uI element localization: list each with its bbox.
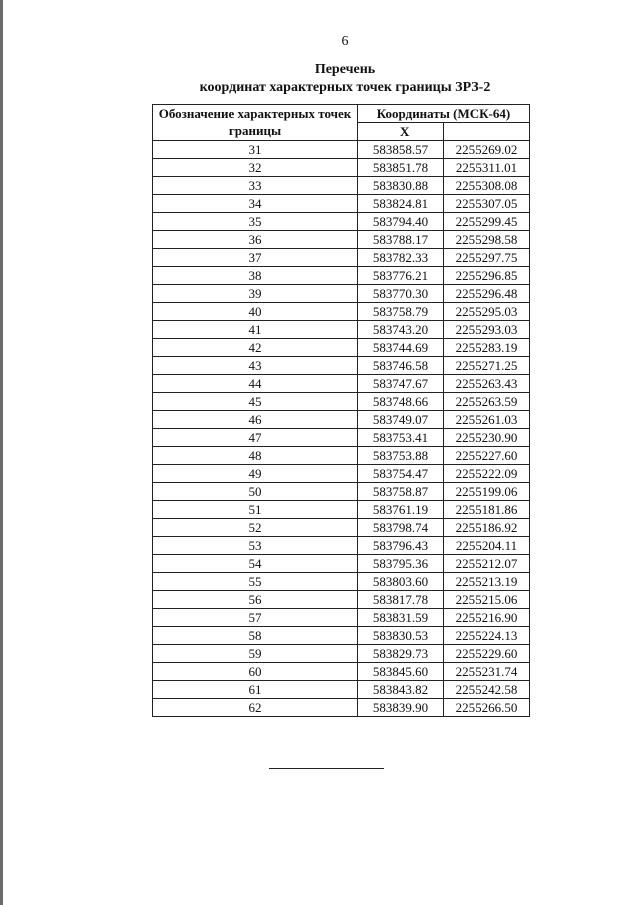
header-coordinates: Координаты (МСК-64) [358,105,530,123]
x-coordinate-cell: 583831.59 [358,609,444,627]
x-coordinate-cell: 583830.53 [358,627,444,645]
x-coordinate-cell: 583803.60 [358,573,444,591]
x-coordinate-cell: 583758.87 [358,483,444,501]
y-coordinate-cell: 2255224.13 [444,627,530,645]
x-coordinate-cell: 583761.19 [358,501,444,519]
point-number-cell: 44 [153,375,358,393]
point-number-cell: 39 [153,285,358,303]
table-row [153,195,530,213]
y-coordinate-cell: 2255229.60 [444,645,530,663]
point-number-cell: 41 [153,321,358,339]
y-coordinate-cell: 2255297.75 [444,249,530,267]
table-row [153,483,530,501]
x-coordinate-cell: 583788.17 [358,231,444,249]
y-coordinate-cell: 2255269.02 [444,141,530,159]
y-coordinate-cell: 2255266.50 [444,699,530,717]
y-coordinate-cell: 2255307.05 [444,195,530,213]
x-coordinate-cell: 583770.30 [358,285,444,303]
point-number-cell: 37 [153,249,358,267]
table-row [153,465,530,483]
table-row [153,501,530,519]
x-coordinate-cell: 583749.07 [358,411,444,429]
x-coordinate-cell: 583817.78 [358,591,444,609]
header-point-designation: Обозначение характерных точек границы [153,105,358,141]
y-coordinate-cell: 2255295.03 [444,303,530,321]
x-coordinate-cell: 583753.88 [358,447,444,465]
table-body [153,141,530,717]
x-coordinate-cell: 583794.40 [358,213,444,231]
table-row [153,609,530,627]
point-number-cell: 48 [153,447,358,465]
y-coordinate-cell: 2255308.08 [444,177,530,195]
point-number-cell: 31 [153,141,358,159]
y-coordinate-cell: 2255283.19 [444,339,530,357]
y-coordinate-cell: 2255263.43 [444,375,530,393]
x-coordinate-cell: 583782.33 [358,249,444,267]
point-number-cell: 40 [153,303,358,321]
point-number-cell: 56 [153,591,358,609]
x-coordinate-cell: 583744.69 [358,339,444,357]
point-number-cell: 35 [153,213,358,231]
x-coordinate-cell: 583743.20 [358,321,444,339]
document-subtitle: координат характерных точек границы ЗРЗ-2 [199,80,491,95]
y-coordinate-cell: 2255230.90 [444,429,530,447]
header-y [444,123,530,141]
table-row [153,141,530,159]
page-edge-shadow [0,0,3,905]
table-row [153,537,530,555]
y-coordinate-cell: 2255199.06 [444,483,530,501]
point-number-cell: 55 [153,573,358,591]
point-number-cell: 52 [153,519,358,537]
table-row [153,285,530,303]
table-row [153,555,530,573]
point-number-cell: 59 [153,645,358,663]
point-number-cell: 61 [153,681,358,699]
y-coordinate-cell: 2255299.45 [444,213,530,231]
point-number-cell: 60 [153,663,358,681]
y-coordinate-cell: 2255263.59 [444,393,530,411]
y-coordinate-cell: 2255311.01 [444,159,530,177]
point-number-cell: 49 [153,465,358,483]
x-coordinate-cell: 583758.79 [358,303,444,321]
point-number-cell: 62 [153,699,358,717]
table-row [153,699,530,717]
y-coordinate-cell: 2255227.60 [444,447,530,465]
point-number-cell: 50 [153,483,358,501]
point-number-cell: 47 [153,429,358,447]
table-row [153,393,530,411]
point-number-cell: 42 [153,339,358,357]
y-coordinate-cell: 2255204.11 [444,537,530,555]
y-coordinate-cell: 2255213.19 [444,573,530,591]
point-number-cell: 53 [153,537,358,555]
y-coordinate-cell: 2255222.09 [444,465,530,483]
x-coordinate-cell: 583748.66 [358,393,444,411]
point-number-cell: 32 [153,159,358,177]
y-coordinate-cell: 2255296.85 [444,267,530,285]
coordinates-table [152,104,530,717]
x-coordinate-cell: 583845.60 [358,663,444,681]
y-coordinate-cell: 2255231.74 [444,663,530,681]
table-row [153,681,530,699]
table-header-row [153,105,530,123]
table-row [153,573,530,591]
point-number-cell: 36 [153,231,358,249]
table-row [153,303,530,321]
y-coordinate-cell: 2255242.58 [444,681,530,699]
point-number-cell: 43 [153,357,358,375]
x-coordinate-cell: 583839.90 [358,699,444,717]
point-number-cell: 33 [153,177,358,195]
point-number-cell: 58 [153,627,358,645]
y-coordinate-cell: 2255212.07 [444,555,530,573]
y-coordinate-cell: 2255293.03 [444,321,530,339]
x-coordinate-cell: 583851.78 [358,159,444,177]
table-row [153,321,530,339]
x-coordinate-cell: 583746.58 [358,357,444,375]
point-number-cell: 51 [153,501,358,519]
x-coordinate-cell: 583798.74 [358,519,444,537]
table-row [153,375,530,393]
table-row [153,591,530,609]
table-row [153,627,530,645]
x-coordinate-cell: 583796.43 [358,537,444,555]
table-row [153,663,530,681]
y-coordinate-cell: 2255296.48 [444,285,530,303]
table-row [153,213,530,231]
page-number: 6 [341,34,349,49]
x-coordinate-cell: 583824.81 [358,195,444,213]
y-coordinate-cell: 2255261.03 [444,411,530,429]
table-row [153,339,530,357]
table-row [153,645,530,663]
bottom-divider-line [269,768,384,769]
x-coordinate-cell: 583776.21 [358,267,444,285]
point-number-cell: 34 [153,195,358,213]
point-number-cell: 45 [153,393,358,411]
table-row [153,357,530,375]
table-row [153,447,530,465]
table-row [153,411,530,429]
x-coordinate-cell: 583747.67 [358,375,444,393]
y-coordinate-cell: 2255186.92 [444,519,530,537]
table-row [153,429,530,447]
table-row [153,159,530,177]
document-title: Перечень [314,62,376,77]
table-row [153,231,530,249]
point-number-cell: 46 [153,411,358,429]
point-number-cell: 57 [153,609,358,627]
y-coordinate-cell: 2255271.25 [444,357,530,375]
x-coordinate-cell: 583858.57 [358,141,444,159]
table-row [153,249,530,267]
y-coordinate-cell: 2255181.86 [444,501,530,519]
table-row [153,267,530,285]
x-coordinate-cell: 583754.47 [358,465,444,483]
table-row [153,177,530,195]
point-number-cell: 38 [153,267,358,285]
x-coordinate-cell: 583829.73 [358,645,444,663]
x-coordinate-cell: 583753.41 [358,429,444,447]
x-coordinate-cell: 583843.82 [358,681,444,699]
header-x: X [358,123,444,141]
table-row [153,519,530,537]
y-coordinate-cell: 2255216.90 [444,609,530,627]
point-number-cell: 54 [153,555,358,573]
x-coordinate-cell: 583830.88 [358,177,444,195]
x-coordinate-cell: 583795.36 [358,555,444,573]
y-coordinate-cell: 2255298.58 [444,231,530,249]
y-coordinate-cell: 2255215.06 [444,591,530,609]
